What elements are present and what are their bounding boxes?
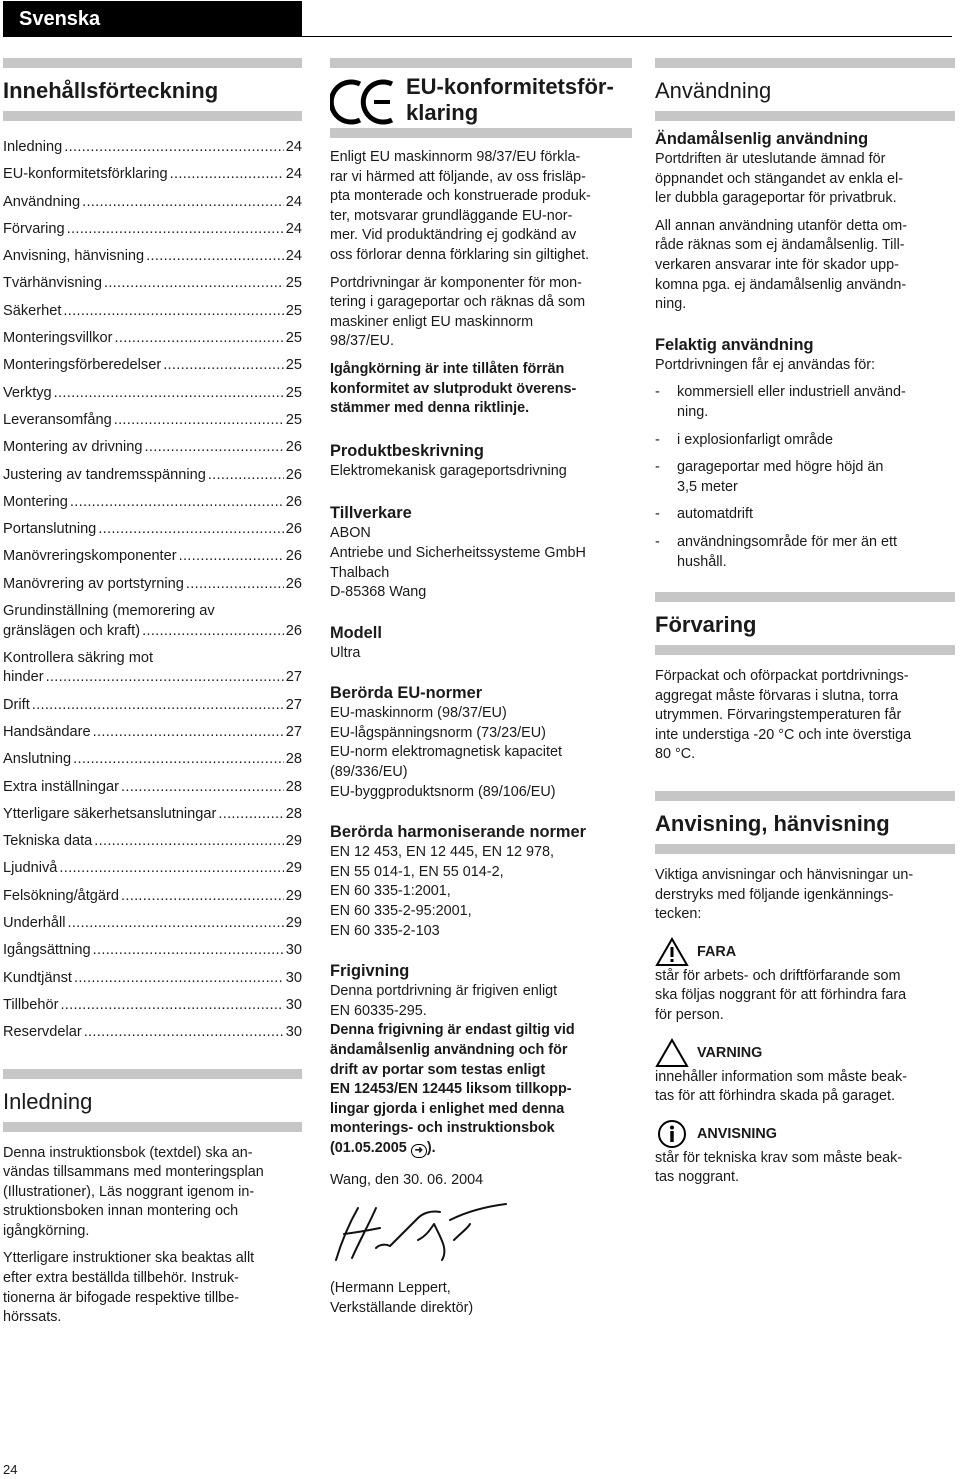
toc-leader-dots [186,575,284,595]
toc-entry[interactable] [3,274,302,294]
toc-entry-page: 26 [285,439,302,456]
wrong-use-list [655,383,955,572]
manufacturer-address: ABON Antriebe und Sicherheitssysteme GmbH Thalbach D-85368 Wang [330,525,586,601]
arrow-circle-icon: ➜ [411,1144,427,1158]
notice-intro: Viktiga anvisningar och hänvisningar un- derstryks med följande igenkännings- tecken: [655,867,914,923]
toc-leader-dots [59,859,283,879]
toc-leader-dots [67,914,283,934]
toc-entry-label: Justering av tandremsspänning [3,466,206,483]
section-bar [3,111,302,121]
section-bar [655,111,955,121]
toc-leader-dots [54,384,284,404]
notice-title: Anvisning, hänvisning [655,811,890,837]
usage-title: Användning [655,78,772,103]
toc-entry[interactable] [3,969,302,989]
toc-entry-label: Extra inställningar [3,778,119,795]
toc-entry[interactable] [3,941,302,961]
toc-entry[interactable] [3,466,302,486]
toc-entry-page: 26 [285,575,302,592]
toc-entry-label: Portanslutning [3,521,97,538]
toc-leader-dots [74,969,284,989]
toc-entry-label: Ytterligare säkerhetsanslutningar [3,805,217,822]
toc-entry-label: Felsökning/åtgärd [3,887,120,904]
toc-entry-page: 26 [285,521,302,538]
toc-list [3,138,302,1043]
toc-leader-dots [94,832,284,852]
toc-entry[interactable] [3,750,302,770]
toc-entry-page: 29 [285,833,302,850]
toc-entry[interactable] [3,438,302,458]
info-icon [655,1119,689,1149]
toc-entry[interactable] [3,329,302,349]
toc-entry-page: 24 [285,193,302,210]
toc-entry-label: Förvaring [3,220,65,237]
toc-entry-label: Montering [3,493,68,510]
eu-paragraph-2: Portdrivningar är komponenter för mon- tering i garageportar och räknas då som maskiner enligt EU maskinnorm 98/37/EU. [330,274,586,350]
ce-mark-icon [330,78,400,126]
section-bar [655,592,955,602]
toc-leader-dots [142,622,284,642]
section-bar [3,1069,302,1079]
section-bar [3,58,302,68]
toc-entry[interactable] [3,914,302,934]
toc-entry-page: 25 [285,384,302,401]
list-item: - automatdrift [655,505,955,525]
toc-entry-label: Kundtjänst [3,969,72,986]
toc-leader-dots [114,411,284,431]
toc-entry-page: 28 [285,805,302,822]
toc-entry-label: Säkerhet [3,302,62,319]
toc-leader-dots [146,247,284,267]
product-text: Elektromekanisk garageportsdrivning [330,462,567,479]
list-item: - kommersiell eller industriell använd- ning. [655,383,955,422]
toc-leader-dots [46,668,284,688]
intended-use-text-2: All annan användning utanför detta om- råde räknas som ej ändamålsenlig. Till- verkaren ansvarar inte för skador upp- komna pga. ej ändamålsenlig användn- ning. [655,217,908,313]
toc-entry-label: EU-konformitetsförklaring [3,166,168,183]
note-text: står för tekniska krav som måste beak- tas noggrant. [655,1149,903,1186]
toc-entry-label: Underhåll [3,915,66,932]
column-toc [3,58,302,1328]
toc-leader-dots [84,1023,284,1043]
norms-title: Berörda EU-normer [330,684,483,703]
model-title: Modell [330,623,382,642]
toc-entry-label: Inledning [3,139,63,155]
toc-entry[interactable] [3,859,302,879]
list-item: - i explosionfarligt område [655,431,955,451]
toc-entry-page: 24 [285,220,302,237]
toc-entry[interactable] [3,778,302,798]
toc-entry-page: 29 [285,860,302,877]
toc-entry[interactable] [3,220,302,240]
column-usage [655,58,955,1188]
toc-leader-dots [163,356,284,376]
toc-entry[interactable] [3,996,302,1016]
toc-entry[interactable] [3,649,302,688]
column-eu-declaration [330,58,632,1318]
toc-leader-dots [82,193,284,213]
product-title: Produktbeskrivning [330,441,484,460]
toc-entry-page: 26 [285,466,302,483]
list-item: - användningsområde för mer än ett hushåll. [655,533,955,572]
toc-entry-label: Manövrering av portstyrning [3,575,184,592]
harmonized-list: EN 12 453, EN 12 445, EN 12 978, EN 55 014-1, EN 55 014-2, EN 60 335-1:2001, EN 60 335-2-95:2001, EN 60 335-2-103 [330,844,555,939]
language-header: Svenska [3,1,302,37]
inledning-paragraph-2: Ytterligare instruktioner ska beaktas allt efter extra beställda tillbehör. Instruk- tionerna är bifogade respektive tillbe- hörssats. [3,1250,255,1326]
toc-leader-dots [73,750,284,770]
toc-entry[interactable] [3,805,302,825]
toc-entry-page: 30 [285,969,302,986]
toc-entry[interactable] [3,138,302,158]
toc-entry-page: 27 [285,723,302,740]
toc-entry[interactable] [3,602,302,641]
toc-entry-label: Grundinställning (memorering av [3,603,215,620]
toc-leader-dots [208,466,284,486]
eu-title: EU-konformitetsför- klaring [406,74,614,125]
release-text: Denna portdrivning är frigiven enligt EN 60335-295. [330,983,558,1019]
release-bold-text: Denna frigivning är endast giltig vid ändamålsenlig användning och för drift av portar som testas enligt EN 12453/EN 12445 liksom tillkopp- lingar gjorda i enlighet med denna monterings- och instruktionsbok (01.05.2005 ➜ ). [330,1022,575,1156]
toc-entry-label: Monteringsvillkor [3,330,113,347]
toc-entry-page: 24 [285,166,302,183]
wrong-use-text: Portdrivningen får ej användas för: [655,356,875,373]
toc-leader-dots [115,329,284,349]
eu-paragraph-3: Igångkörning är inte tillåten förrän konformitet av slutprodukt överens- stämmer med denna riktlinje. [330,360,577,417]
toc-leader-dots [121,887,284,907]
toc-leader-dots [60,996,283,1016]
toc-entry[interactable] [3,247,302,267]
toc-entry[interactable] [3,165,302,185]
toc-entry-page: 26 [285,548,302,565]
toc-entry-label: Kontrollera säkring mot [3,649,154,666]
manufacturer-title: Tillverkare [330,504,412,523]
toc-entry-label: Drift [3,696,30,713]
section-bar [330,128,632,138]
storage-text: Förpackat och oförpackat portdrivnings- aggregat måste förvaras i slutna, torra utrymmen. Förvaringstemperaturen får inte understiga -20 °C och inte överstiga 80 °C. [655,668,912,763]
toc-entry-label: Tvärhänvisning [3,275,102,292]
toc-leader-dots [32,696,284,716]
eu-paragraph-1: Enligt EU maskinnorm 98/37/EU förkla- rar vi härmed att följande, av oss frisläp- pta monterade och konstruerade produk- ter, motsvarar grundläggande EU-nor- mer. Vid produktändring ej godkänd av oss förlorar denna förklaring sin giltighet. [330,149,591,263]
toc-entry-page: 28 [285,778,302,795]
toc-entry[interactable] [3,411,302,431]
toc-entry-label: gränslägen och kraft) [3,622,141,639]
toc-leader-dots [170,165,284,185]
toc-entry-label: Handsändare [3,723,91,740]
toc-entry-label: Tillbehör [3,996,59,1013]
toc-entry-page: 26 [285,493,302,510]
toc-entry-label: Montering av drivning [3,439,143,456]
toc-entry-page: 27 [285,696,302,713]
toc-entry-label: Användning [3,193,81,210]
toc-leader-dots [98,520,283,540]
toc-entry-page: 30 [285,996,302,1013]
norms-list: EU-maskinnorm (98/37/EU) EU-lågspänningsnorm (73/23/EU) EU-norm elektromagnetisk kapacitet (89/336/EU) EU-byggproduktsnorm (89/106/EU) [330,705,562,800]
section-bar [655,645,955,655]
toc-leader-dots [64,138,284,158]
toc-entry-page: 25 [285,302,302,319]
toc-entry[interactable] [3,384,302,404]
toc-entry[interactable] [3,356,302,376]
toc-leader-dots [179,547,284,567]
toc-leader-dots [70,493,284,513]
intended-use-title: Ändamålsenlig användning [655,130,869,148]
toc-entry-label: Leveransomfång [3,411,112,428]
toc-entry-page: 25 [285,411,302,428]
warning-triangle-icon [655,1038,689,1068]
toc-entry-page: 28 [285,751,302,768]
toc-entry-page: 25 [285,357,302,374]
toc-entry[interactable] [3,302,302,322]
intended-use-text-1: Portdriften är uteslutande ämnad för öppnandet och stängandet av enkla el- ler dubbla garageportar för privatbruk. [655,151,904,207]
toc-entry-page: 25 [285,275,302,292]
toc-leader-dots [93,723,284,743]
toc-entry-page: 30 [285,1024,302,1041]
section-bar [655,844,955,854]
toc-entry[interactable] [3,696,302,716]
section-bar [3,1122,302,1132]
header-rule [302,36,952,37]
toc-entry-label: Ljudnivå [3,860,58,877]
toc-entry-page: 29 [285,887,302,904]
toc-entry-label: Anvisning, hänvisning [3,248,145,265]
section-bar [330,58,632,68]
toc-entry-label: Anslutning [3,751,72,768]
toc-entry[interactable] [3,193,302,213]
toc-entry-label: Monteringsförberedelser [3,357,162,374]
model-text: Ultra [330,644,361,661]
toc-entry[interactable] [3,575,302,595]
signer: (Hermann Leppert, Verkställande direktör) [330,1280,474,1316]
toc-leader-dots [104,274,284,294]
list-item: - garageportar med högre höjd än 3,5 meter [655,458,955,497]
signing-date: Wang, den 30. 06. 2004 [330,1171,484,1188]
toc-leader-dots [63,302,283,322]
toc-entry-page: 27 [285,669,302,686]
toc-title: Innehållsförteckning [3,78,219,103]
toc-entry-label: hinder [3,669,44,686]
signature-image [330,1200,510,1266]
toc-entry-label: Igångsättning [3,942,91,959]
toc-leader-dots [218,805,283,825]
toc-entry[interactable] [3,723,302,743]
toc-entry-page: 30 [285,942,302,959]
toc-entry-page: 26 [285,622,302,639]
toc-entry-label: Reservdelar [3,1024,82,1041]
toc-entry[interactable] [3,1023,302,1043]
toc-entry[interactable] [3,547,302,567]
toc-leader-dots [93,941,284,961]
danger-triangle-icon [655,937,689,967]
inledning-paragraph-1: Denna instruktionsbok (textdel) ska an- vändas tillsammans med monteringsplan (Illustrationer), Läs noggrant igenom in- struktionsboken innan montering och igångkörning. [3,1144,264,1239]
warning-signal: VARNING [655,1038,955,1068]
toc-entry-label: Verktyg [3,384,52,401]
toc-leader-dots [121,778,284,798]
toc-entry-page: 24 [285,248,302,265]
page-number: 24 [3,1462,18,1477]
danger-signal: FARA [655,937,955,967]
toc-entry-page: 25 [285,330,302,347]
section-bar [655,58,955,68]
note-signal: ANVISNING [655,1119,955,1149]
release-title: Frigivning [330,962,410,981]
toc-entry-label: Tekniska data [3,833,93,850]
inledning-title: Inledning [3,1088,93,1114]
toc-entry-page: 29 [285,915,302,932]
wrong-use-title: Felaktig användning [655,335,814,354]
toc-entry[interactable] [3,520,302,540]
toc-leader-dots [145,438,284,458]
section-bar [655,791,955,801]
toc-entry[interactable] [3,887,302,907]
toc-entry[interactable] [3,493,302,513]
toc-entry-label: Manövreringskomponenter [3,548,177,565]
storage-title: Förvaring [655,612,757,638]
toc-entry-page: 24 [285,139,302,155]
danger-text: står för arbets- och driftförfarande som ska följas noggrant för att förhindra fara för person. [655,967,907,1024]
toc-leader-dots [67,220,284,240]
harmonized-title: Berörda harmoniserande normer [330,823,586,842]
toc-entry[interactable] [3,832,302,852]
warning-text: innehåller information som måste beak- tas för att förhindra skada på garaget. [655,1068,907,1105]
